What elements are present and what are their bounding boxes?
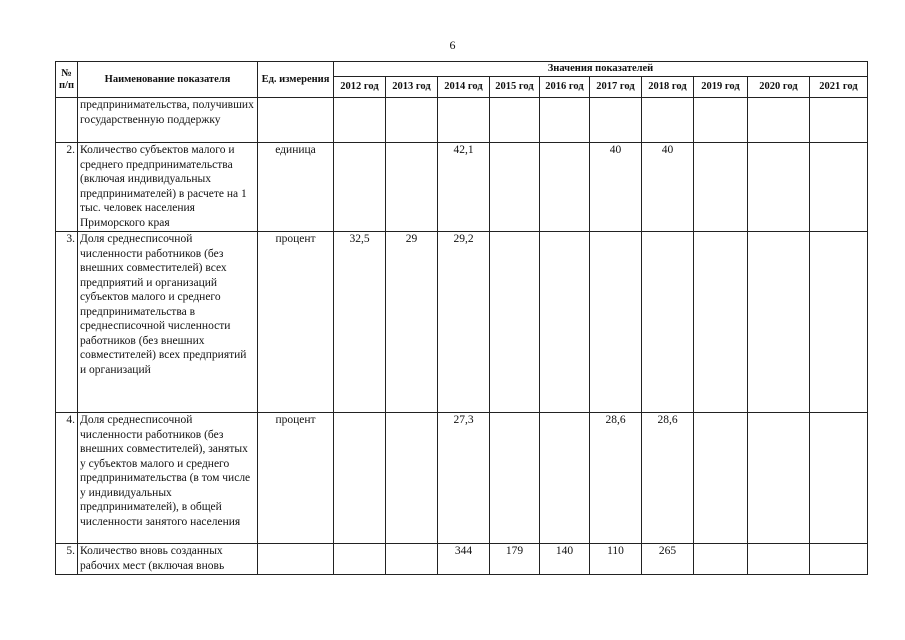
indicator-value: [810, 232, 868, 413]
table-row: [56, 232, 868, 413]
indicator-name: Доля среднесписочной численности работников (без внешних совместителей) всех предприятий и организаций субъектов малого и среднего предпринимательства в среднесписочной численности работников (без внешних совместителей) всех предприятий и организаций: [78, 232, 258, 413]
table-row: [56, 544, 868, 575]
indicator-value: [748, 232, 810, 413]
indicator-value: [540, 143, 590, 232]
indicator-value: 344: [438, 544, 490, 575]
indicator-value: 42,1: [438, 143, 490, 232]
indicator-value: [334, 544, 386, 575]
indicator-value: [810, 143, 868, 232]
indicator-value: [694, 98, 748, 143]
indicators-table: [55, 61, 868, 575]
indicator-value: [694, 143, 748, 232]
indicator-value: [490, 98, 540, 143]
unit-of-measure: [258, 544, 334, 575]
indicator-value: 27,3: [438, 413, 490, 544]
indicator-value: [694, 544, 748, 575]
indicator-value: [694, 413, 748, 544]
row-number: 2.: [56, 143, 78, 232]
indicator-name: предпринимательства, получивших государственную поддержку: [78, 98, 258, 143]
indicator-value: 179: [490, 544, 540, 575]
indicator-value: [810, 544, 868, 575]
unit-of-measure: [258, 98, 334, 143]
indicator-value: [386, 98, 438, 143]
header-row-top: [56, 62, 868, 77]
header-year: 2016 год: [540, 77, 590, 98]
indicator-value: 40: [590, 143, 642, 232]
indicator-value: [490, 413, 540, 544]
header-year: 2017 год: [590, 77, 642, 98]
unit-of-measure: процент: [258, 232, 334, 413]
indicator-value: [590, 98, 642, 143]
indicator-value: [334, 413, 386, 544]
indicator-value: 28,6: [590, 413, 642, 544]
row-number: 5.: [56, 544, 78, 575]
header-year: 2014 год: [438, 77, 490, 98]
indicator-value: [748, 413, 810, 544]
indicator-value: [540, 413, 590, 544]
unit-of-measure: единица: [258, 143, 334, 232]
indicator-name: Количество вновь созданных рабочих мест (включая вновь: [78, 544, 258, 575]
indicator-value: [540, 98, 590, 143]
indicator-name: Доля среднесписочной численности работников (без внешних совместителей), занятых у субъектов малого и среднего предпринимательства (в том числе у индивидуальных предпринимателей), в общей численности занятого населения: [78, 413, 258, 544]
table-row: [56, 143, 868, 232]
table-row: [56, 98, 868, 143]
header-year: 2012 год: [334, 77, 386, 98]
indicator-value: [748, 544, 810, 575]
indicator-value: [386, 143, 438, 232]
indicator-value: 29: [386, 232, 438, 413]
indicator-value: [334, 143, 386, 232]
indicator-value: [334, 98, 386, 143]
indicator-value: 265: [642, 544, 694, 575]
indicator-value: [810, 98, 868, 143]
header-name: Наименование показателя: [78, 62, 258, 98]
header-year: 2021 год: [810, 77, 868, 98]
page-number: 6: [449, 38, 456, 52]
table-body: [56, 98, 868, 575]
header-unit: Ед. измерения: [258, 62, 334, 98]
indicator-value: [642, 232, 694, 413]
row-number: [56, 98, 78, 143]
header-year: 2018 год: [642, 77, 694, 98]
indicator-value: [386, 413, 438, 544]
indicator-value: 110: [590, 544, 642, 575]
indicator-value: [810, 413, 868, 544]
indicator-value: [748, 98, 810, 143]
indicator-value: [438, 98, 490, 143]
indicator-value: [490, 143, 540, 232]
indicator-value: [694, 232, 748, 413]
indicator-value: [490, 232, 540, 413]
table-header: [56, 62, 868, 98]
header-num: № п/п: [56, 62, 78, 98]
header-year: 2015 год: [490, 77, 540, 98]
indicator-value: 32,5: [334, 232, 386, 413]
indicator-value: 28,6: [642, 413, 694, 544]
table-row: [56, 413, 868, 544]
indicator-value: [386, 544, 438, 575]
unit-of-measure: процент: [258, 413, 334, 544]
indicator-value: [642, 98, 694, 143]
header-year: 2013 год: [386, 77, 438, 98]
row-number: 4.: [56, 413, 78, 544]
indicator-value: [590, 232, 642, 413]
indicator-value: 29,2: [438, 232, 490, 413]
indicator-name: Количество субъектов малого и среднего предпринимательства (включая индивидуальных предпринимателей) в расчете на 1 тыс. человек населения Приморского края: [78, 143, 258, 232]
indicator-value: [748, 143, 810, 232]
header-values-group: Значения показателей: [334, 62, 868, 77]
indicator-value: 140: [540, 544, 590, 575]
indicator-value: [540, 232, 590, 413]
header-year: 2019 год: [694, 77, 748, 98]
indicator-value: 40: [642, 143, 694, 232]
header-year: 2020 год: [748, 77, 810, 98]
row-number: 3.: [56, 232, 78, 413]
